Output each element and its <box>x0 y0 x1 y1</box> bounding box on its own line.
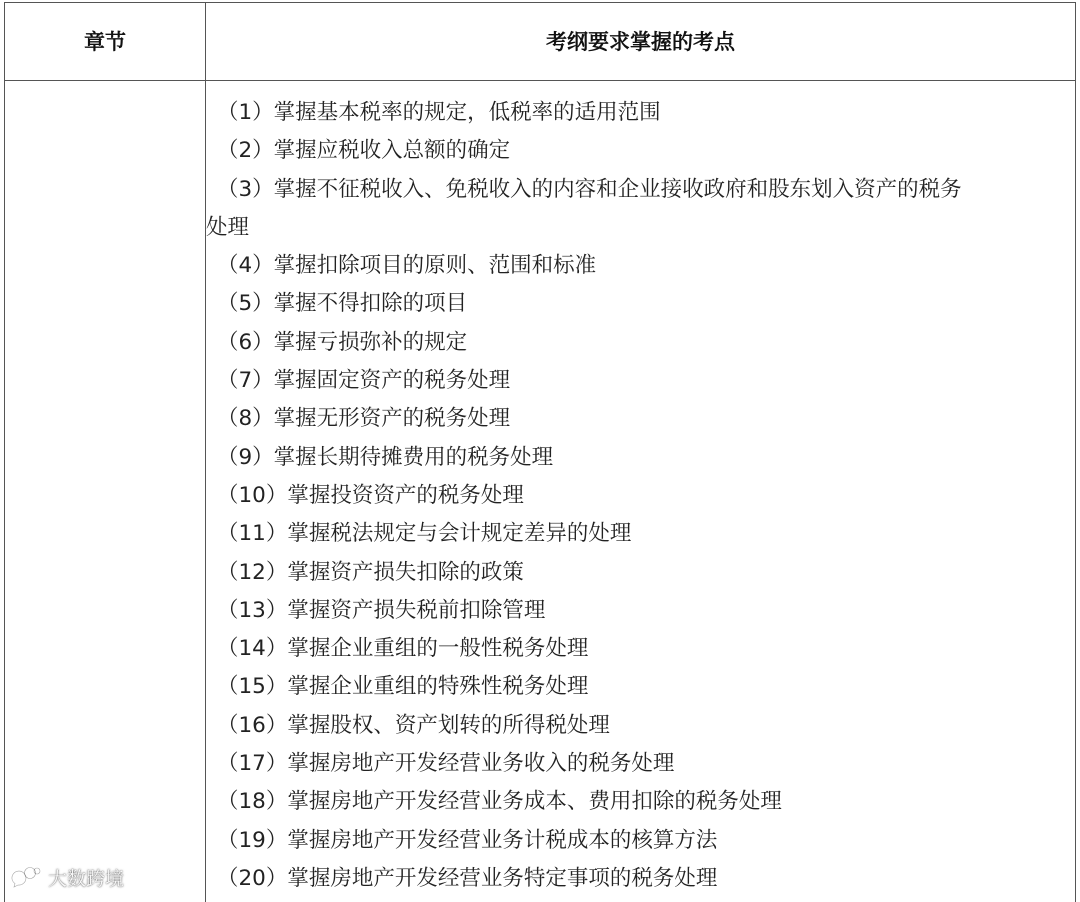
list-item: （5）掌握不得扣除的项目 <box>217 291 468 317</box>
list-item: （6）掌握亏损弥补的规定 <box>217 329 468 355</box>
list-item: （20）掌握房地产开发经营业务特定事项的税务处理 <box>217 865 718 891</box>
chat-bubbles-logo-icon <box>8 865 42 889</box>
list-item: （19）掌握房地产开发经营业务计税成本的核算方法 <box>217 827 718 853</box>
list-item: （12）掌握资产损失扣除的政策 <box>217 559 524 585</box>
list-item: （7）掌握固定资产的税务处理 <box>217 368 511 394</box>
list-item: （2）掌握应税收入总额的确定 <box>217 138 511 164</box>
list-item: （16）掌握股权、资产划转的所得税处理 <box>217 712 610 738</box>
watermark <box>8 862 124 892</box>
list-item: （9）掌握长期待摊费用的税务处理 <box>217 444 554 470</box>
list-item: （1）掌握基本税率的规定，低税率的适用范围 <box>217 100 661 125</box>
list-item: （8）掌握无形资产的税务处理 <box>217 406 511 432</box>
list-item: （4）掌握扣除项目的原则、范围和标准 <box>217 253 597 279</box>
exam-points-list <box>206 94 1066 898</box>
list-item: （17）掌握房地产开发经营业务收入的税务处理 <box>217 751 675 777</box>
list-item: （13）掌握资产损失税前扣除管理 <box>217 597 546 623</box>
list-item: （3）掌握不征税收入、免税收入的内容和企业接收政府和股东划入资产的税务 <box>217 176 962 202</box>
list-item-continuation: 处理 <box>206 214 250 240</box>
header-exam-points: 考纲要求掌握的考点 <box>546 30 735 54</box>
exam-points-table <box>4 2 1076 902</box>
list-item: （10）掌握投资资产的税务处理 <box>217 482 524 508</box>
list-item: （14）掌握企业重组的一般性税务处理 <box>217 636 589 662</box>
list-item: （15）掌握企业重组的特殊性税务处理 <box>217 674 589 700</box>
table-header-row <box>5 3 1075 81</box>
watermark-text: 大数跨境 <box>48 867 125 890</box>
list-item: （18）掌握房地产开发经营业务成本、费用扣除的税务处理 <box>217 789 782 815</box>
header-chapter: 章节 <box>84 30 126 54</box>
list-item: （11）掌握税法规定与会计规定差异的处理 <box>217 521 632 547</box>
